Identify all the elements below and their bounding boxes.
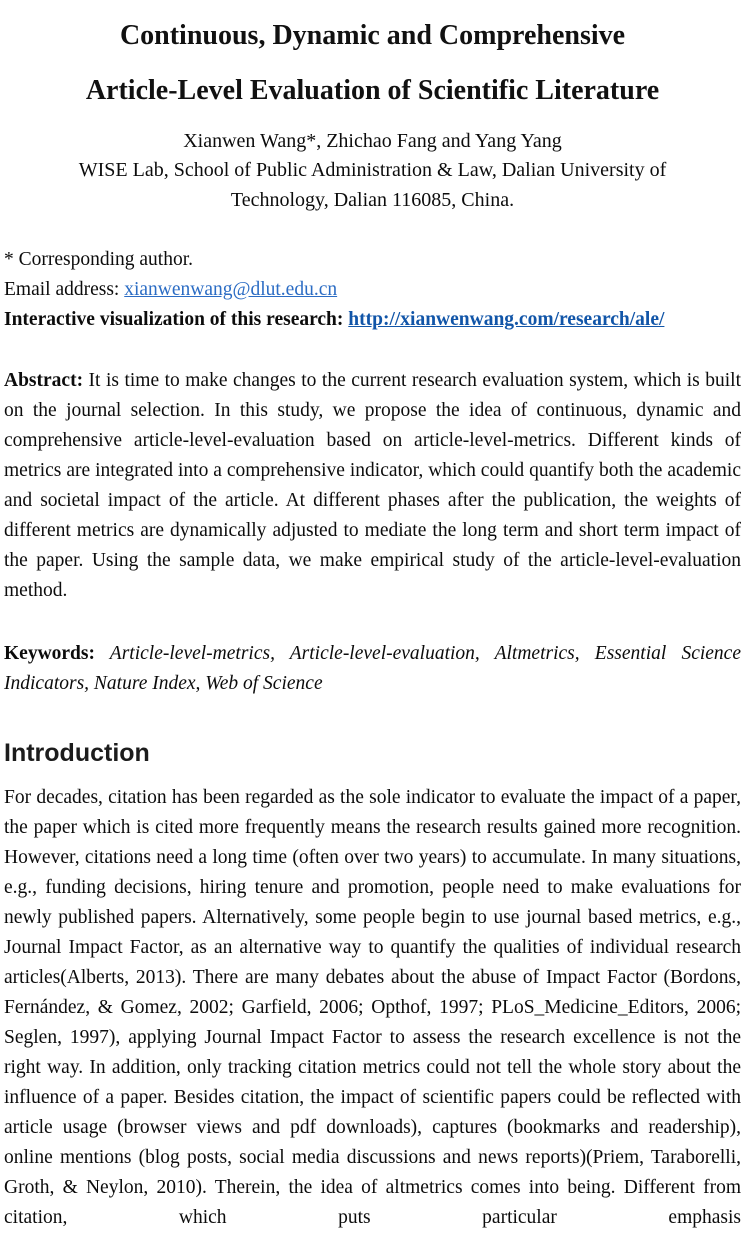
abstract-text: It is time to make changes to the current research evaluation system, which is built on the journal selection. In this study, we propose the idea of continuous, dynamic and comprehensive article-level-evaluation based on article-level-metrics. Different kinds of metrics are integrated into a comprehensive indicator, which could quantify both the academic and societal impact of the article. At different phases after the publication, the weights of different metrics are dynamically adjusted to mediate the long term and short term impact of the paper. Using the sample data, we make empirical study of the article-level-evaluation method. bbox=[4, 369, 741, 601]
contact-block bbox=[4, 245, 741, 335]
introduction-paragraph: For decades, citation has been regarded as the sole indicator to evaluate the impact of a paper, the paper which is cited more frequently means the research results gained more recognition. However, citations need a long time (often over two years) to accumulate. In many situations, e.g., funding decisions, hiring tenure and promotion, people need to make evaluations for newly published papers. Alternatively, some people begin to use journal based metrics, e.g., Journal Impact Factor, as an alternative way to quantify the qualities of individual research articles(Alberts, 2013). There are many debates about the abuse of Impact Factor (Bordons, Fernández, & Gomez, 2002; Garfield, 2006; Opthof, 1997; PLoS_Medicine_Editors, 2006; Seglen, 1997), applying Journal Impact Factor to assess the research excellence is not the right way. In addition, only tracking citation metrics could not tell the whole story about the influence of a paper. Besides citation, the impact of scientific papers could be reflected with article usage (browser views and pdf downloads), captures (bookmarks and readership), online mentions (blog posts, social media discussions and news reports)(Priem, Taraborelli, Groth, & Neylon, 2010). Therein, the idea of altmetrics comes into being. Different from citation, which puts particular emphasis bbox=[4, 786, 741, 1228]
visualization-url-link[interactable]: http://xianwenwang.com/research/ale/ bbox=[348, 308, 665, 330]
affiliation-line2: Technology, Dalian 116085, China. bbox=[230, 188, 515, 211]
abstract-label: Abstract: bbox=[4, 369, 84, 391]
introduction-heading: Introduction bbox=[4, 738, 150, 767]
keywords-paragraph bbox=[4, 639, 741, 699]
email-line bbox=[4, 275, 741, 305]
paper-title-line1: Continuous, Dynamic and Comprehensive bbox=[119, 19, 626, 51]
keywords-label: Keywords: bbox=[4, 642, 95, 664]
keywords-text: Article-level-metrics, Article-level-evaluation, Altmetrics, Essential Science Indicators, Nature Index, Web of Science bbox=[4, 642, 741, 694]
corresponding-author-note: * Corresponding author. bbox=[4, 248, 194, 270]
email-address-link[interactable]: xianwenwang@dlut.edu.cn bbox=[124, 278, 338, 300]
visualization-line bbox=[4, 305, 741, 335]
visualization-label: Interactive visualization of this research: bbox=[4, 308, 349, 330]
affiliation-line1: WISE Lab, School of Public Administration & Law, Dalian University of bbox=[78, 158, 667, 181]
abstract-paragraph bbox=[4, 366, 741, 606]
email-label: Email address: bbox=[4, 278, 125, 300]
paper-title-line2: Article-Level Evaluation of Scientific Literature bbox=[85, 74, 660, 106]
paper-page bbox=[0, 19, 745, 1233]
authors-line: Xianwen Wang*, Zhichao Fang and Yang Yang bbox=[183, 129, 562, 152]
